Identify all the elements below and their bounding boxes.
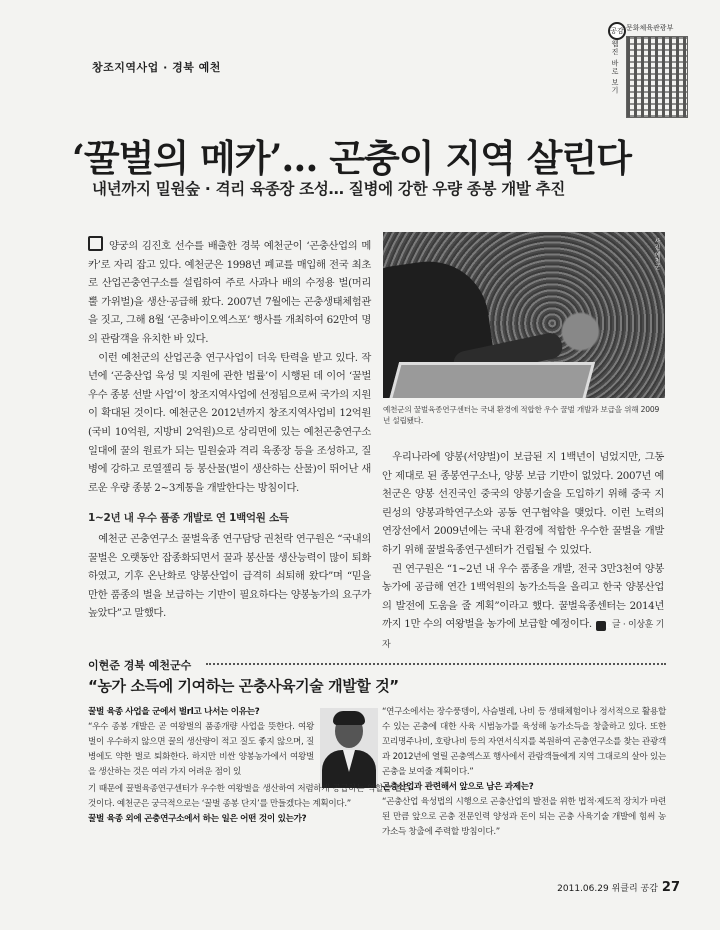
- interview-answer: “우수 종봉 개발은 곧 여왕벌의 품종개량 사업을 뜻한다. 여왕벌이 우수하지 않으면 꿀의 생산량이 적고 질도 좋지 않으며, 질병에도 약한 벌로 퇴화한다. 하지만 비싼 양봉농가에서 여왕벌을 생산하는 것은 여러 가지 어려운 점이 있: [88, 722, 314, 777]
- paragraph: 우리나라에 양봉(서양벌)이 보급된 지 1백년이 넘었지만, 그동안 제대로 된 종봉연구소나, 양봉 보급 기반이 없었다. 2007년 예천군은 양봉 선진국인 중국의 양봉기술을 도입하기 위해 중국 지린성의 양봉과학연구소와 공동 연구협약을 맺었다. 이런 노력의 연장선에서 2009년에는 국내 환경에 적합한 우수한 꿀벌을 개발하기 위해 꿀벌육종연구센터가 건립될 수 있었다.: [382, 451, 664, 556]
- interview-answer: “연구소에서는 장수풍뎅이, 사슴벌레, 나비 등 생태체험이나 정서적으로 활용할 수 있는 곤충에 대한 사육 시범농가를 육성해 농가소득을 창출하고 있다. 또한 꼬리명주나비, 호랑나비 등의 자연서식지를 복원하여 곤충연구소를 찾는 관광객과 2012년에 열릴 곤충엑스포 행사에서 관람객들에게 지역 그대로의 살아 있는 곤충을 보여줄 계획이다.”: [382, 707, 666, 777]
- badge-org: 문화체육관광부: [626, 24, 674, 32]
- paragraph: [88, 236, 371, 349]
- badge-vertical-text: 웹진 바로 보기: [611, 40, 619, 95]
- square-bullet-icon: [88, 236, 103, 251]
- end-mark-icon: G: [596, 621, 606, 631]
- headline: ‘꿀벌의 메카’… 곤충이 지역 살린다: [72, 136, 631, 180]
- interview-right: [382, 705, 666, 840]
- interviewee-tag: 이현준 경북 예천군수: [88, 657, 197, 673]
- mayor-portrait: [320, 708, 378, 788]
- article-left-column: [88, 236, 371, 623]
- subheadline: 내년까지 밀원숲 · 격리 육종장 조성… 질병에 강한 우량 종봉 개발 추진: [92, 180, 566, 198]
- issue-info: 2011.06.29 위클리 공감: [557, 884, 658, 894]
- portrait-hair: [333, 711, 365, 725]
- paragraph: 예천군 곤충연구소 꿀벌육종 연구담당 권천락 연구원은 “국내의 꿀벌은 오랫동안 잡종화되면서 꿀과 봉산물 생산능력이 많이 퇴화하였고, 기후 온난화로 양봉산업이 급격히 쇠퇴해 왔다”며 “믿을 만한 품종의 벌을 보급하는 기반이 필요하다는 양봉농가의 요구가 높았다”고 말했다.: [88, 532, 371, 620]
- qr-code-icon: [626, 36, 688, 118]
- interview-question: 곤충산업과 관련해서 앞으로 남은 과제는?: [382, 782, 534, 792]
- interview-left-top: [88, 705, 314, 780]
- paragraph: 이런 예천군의 산업곤충 연구사업이 더욱 탄력을 받고 있다. 작년에 ‘곤충산업 육성 및 지원에 관한 법률’이 시행된 데 이어 ‘꿀벌 우수 종봉 선발 사업’이 창조지역사업에 선정됨으로써 국가의 지원이 확대된 것이다. 예천군은 2012년까지 창조지역사업비 12억원(국비 10억원, 지방비 2억원)으로 상리면에 있는 예천곤충연구소 일대에 꿀의 원료가 되는 밀원숲과 격리 육종장 등을 조성하고, 질병에 강하고 로열젤리 등 봉산물(벌이 생산하는 산물)이 뛰어난 새로운 우량 종봉 2~3계통을 개발한다는 방침이다.: [88, 351, 371, 494]
- page-footer: [557, 880, 680, 895]
- dotted-rule: [206, 663, 666, 665]
- paragraph: [382, 560, 664, 655]
- byline: 글 · 이상훈 기자: [382, 620, 664, 650]
- interview-left-bottom: [88, 782, 410, 827]
- beekeeper-photo: [383, 232, 665, 398]
- photo-credit: 사진·예천군: [653, 238, 660, 270]
- interview-answer: “곤충산업 육성법의 시행으로 곤충산업의 발전을 위한 법적·제도적 장치가 마련된 만큼 앞으로 곤충 전문인력 양성과 돈이 되는 곤충 사육기술 개발에 힘써 농가소득 창출에 주력할 방침이다.”: [382, 797, 666, 837]
- interview-answer: 기 때문에 꿀벌육종연구센터가 우수한 여왕벌을 생산하여 저렴하게 공급하는 역할을 맡은 것이다. 예천군은 궁극적으로는 ‘꿀벌 종봉 단지’를 만들겠다는 계획이다.”: [88, 784, 410, 809]
- paragraph-text: 양궁의 김진호 선수를 배출한 경북 예천군이 ‘곤충산업의 메카’로 자리 잡고 있다. 예천군은 1998년 폐교를 매입해 전국 최초로 산업곤충연구소를 설립하여 주로 사과나 배의 수정용 벌(머리뿔 가위벌)을 생산·공급해 왔다. 2007년 7월에는 곤충생태체험관을 짓고, 그해 8월 ‘곤충바이오엑스포’ 행사를 개최하여 62만여 명의 관람객을 유치한 바 있다.: [88, 240, 371, 345]
- article-subheading: 1~2년 내 우수 품종 개발로 연 1백억원 소득: [88, 512, 289, 525]
- qr-badge[interactable]: [608, 22, 690, 122]
- interview-question: 꿀벌 육종 사업을 군에서 벌rl고 나서는 이유는?: [88, 707, 260, 717]
- article-right-column: [382, 448, 664, 655]
- paragraph-text: 권 연구원은 “1~2년 내 우수 품종을 개발, 전국 3만3천여 양봉농가에 공급해 연간 1백억원의 농가소득을 올리고 한국 양봉산업의 발전에 도움을 줄 계획”이라고 했다. 꿀벌육종센터는 2014년까지 1만 수의 여왕벌을 농가에 보급할 예정이다.: [382, 562, 664, 631]
- page-number: 27: [661, 880, 680, 895]
- section-label: 창조지역사업 · 경북 예천: [92, 61, 221, 74]
- gonggam-logo-icon: 공감: [608, 22, 626, 40]
- photo-hive-frame: [387, 362, 595, 398]
- interview-question: 꿀벌 육종 외에 곤충연구소에서 하는 일은 어떤 것이 있는가?: [88, 814, 307, 824]
- interview-title: “농가 소득에 기여하는 곤충사육기술 개발할 것”: [88, 677, 399, 695]
- interview-divider: [88, 657, 666, 671]
- photo-caption: 예천군의 꿀벌육종연구센터는 국내 환경에 적합한 우수 꿀벌 개발과 보급을 위해 2009년 설립됐다.: [383, 405, 660, 425]
